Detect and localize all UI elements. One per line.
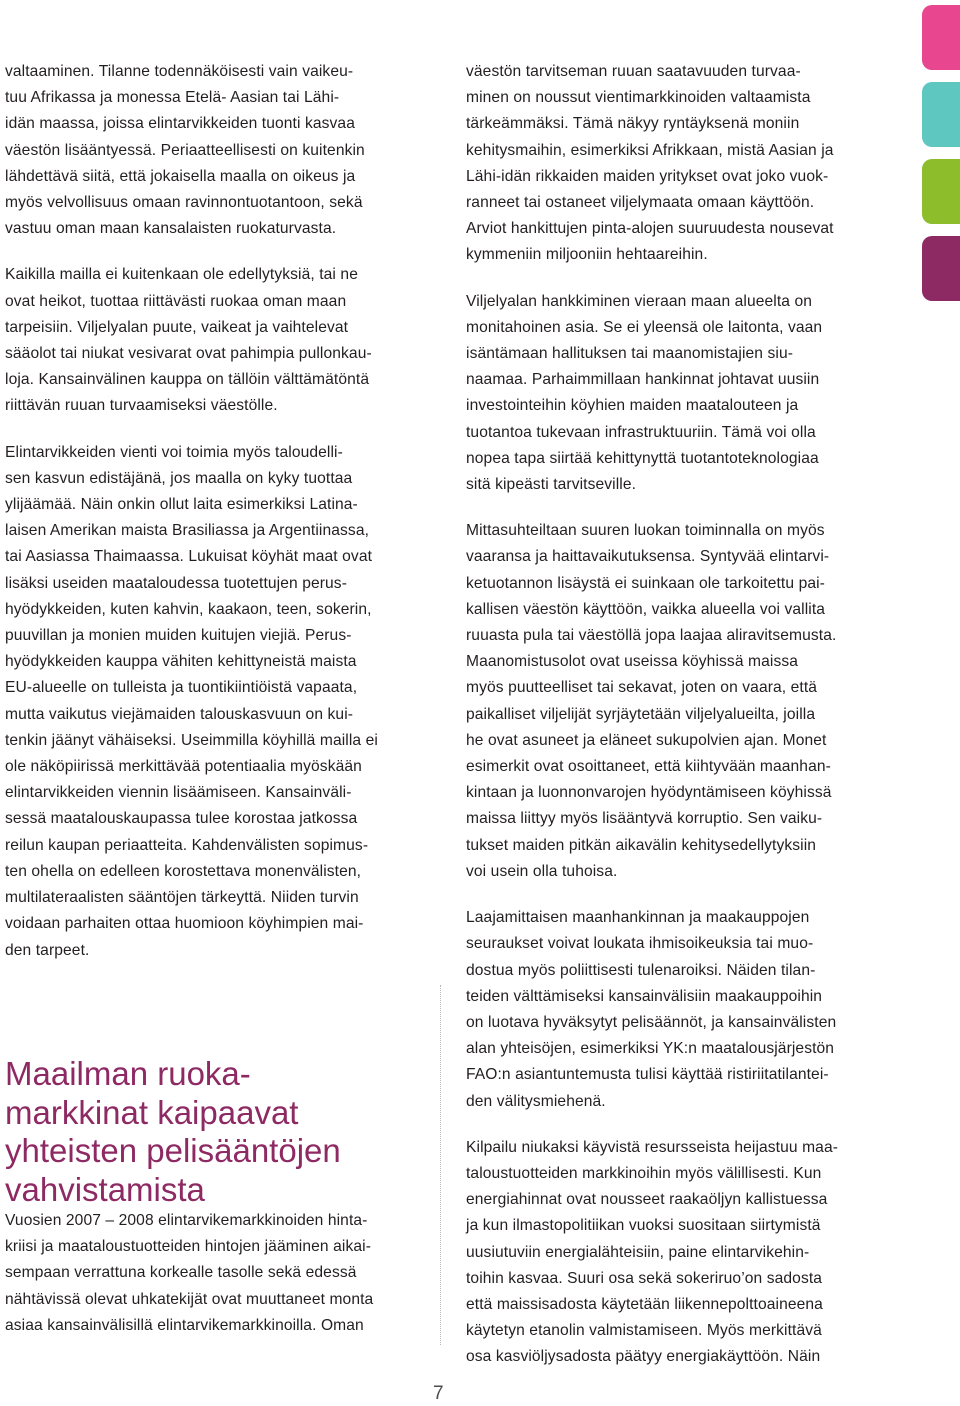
text-line: hyödykkeiden, kuten kahvin, kaakaon, teen, sokerin, bbox=[5, 600, 372, 618]
text-line: maissa liittyy myös lisääntyvä korruptio. Sen vaiku- bbox=[466, 810, 823, 828]
left-column bbox=[5, 59, 425, 984]
text-line: tukset maiden pitkän aikavälin kehitysedellytyksiin bbox=[466, 836, 817, 854]
text-line: naamaa. Parhaimmillaan hankinnat johtavat uusiin bbox=[466, 371, 820, 389]
text-line: Maailman ruoka- bbox=[5, 1055, 251, 1093]
text-line: kallisen väestön käyttöön, vaikka alueella voi vallita bbox=[466, 600, 826, 618]
text-line: väestön tarvitseman ruuan saatavuuden turvaa- bbox=[466, 63, 801, 80]
text-line: tai Aasiassa Thaimaassa. Lukuisat köyhät maat ovat bbox=[5, 548, 373, 566]
text-line: tuu Afrikassa ja monessa Etelä- Aasian tai Lähi- bbox=[5, 89, 340, 107]
text-line: energiahinnat ovat nousseet raakaöljyn kallistuessa bbox=[466, 1191, 828, 1209]
text-line: FAO:n asiantuntemusta tulisi käyttää ristiriitatilantei- bbox=[466, 1066, 829, 1084]
page-number: 7 bbox=[433, 1383, 444, 1404]
text-line: Kilpailu niukaksi käyvistä resursseista heijastuu maa- bbox=[466, 1138, 839, 1156]
text-line: den välitysmiehenä. bbox=[466, 1092, 606, 1110]
text-line: vastuu oman maan kansalaisten ruokaturvasta. bbox=[5, 220, 337, 238]
paragraph bbox=[466, 905, 886, 1115]
text-line: ruuasta pula tai väestöllä jopa laajaa aliravitsemusta. bbox=[466, 627, 837, 645]
paragraph bbox=[466, 518, 886, 885]
text-line: seuraukset voivat loukata ihmisoikeuksia tai muo- bbox=[466, 935, 814, 953]
text-line: toihin kasvaa. Suuri osa sekä sokeriruo’on sadosta bbox=[466, 1269, 823, 1287]
text-line: kintaan ja luonnonvarojen hyödyntämiseen köyhissä bbox=[466, 784, 832, 802]
text-line: lisäksi useiden maataloudessa tuotettujen perus- bbox=[5, 574, 347, 592]
text-line: esimerkit ovat osoittaneet, että kiihtyvään maanhan- bbox=[466, 758, 831, 776]
text-line: he ovat asuneet ja eläneet sukupolvien ajan. Monet bbox=[466, 731, 827, 749]
text-line: alan yhteisöjen, esimerkiksi YK:n maatalousjärjestön bbox=[466, 1040, 835, 1058]
text-line: kehitysmaihin, esimerkiksi Afrikkaan, mistä Aasian ja bbox=[466, 141, 834, 159]
paragraph bbox=[5, 262, 425, 419]
text-line: Mittasuhteiltaan suuren luokan toiminnalla on myös bbox=[466, 522, 825, 540]
text-line: paikalliset viljelijät syrjäytetään viljelyalueilta, joilla bbox=[466, 705, 816, 723]
text-line: myös velvollisuus omaan ravinnontuotantoon, sekä bbox=[5, 194, 363, 212]
text-line: asiaa kansainvälisillä elintarvikemarkkinoilla. Oman bbox=[5, 1316, 364, 1334]
text-line: EU-alueelle on tulleista ja tuontikiintiöistä vapaata, bbox=[5, 679, 358, 697]
text-line: tuotantoa tukevaan infrastruktuuriin. Tämä voi olla bbox=[466, 423, 816, 441]
text-line: väestön lisääntyessä. Periaatteellisesti on kuitenkin bbox=[5, 141, 365, 159]
text-line: reilun kaupan periaatteita. Kahdenvälisten sopimus- bbox=[5, 836, 369, 854]
text-line: monitahoinen asia. Se ei yleensä ole laitonta, vaan bbox=[466, 318, 823, 336]
text-line: että maissisadosta käytetään liikennepolttoaineena bbox=[466, 1295, 823, 1313]
text-line: tärkeämmäksi. Tämä näkyy ryntäyksenä moniin bbox=[466, 115, 800, 133]
paragraph bbox=[466, 1135, 886, 1371]
text-line: uusiutuviin energialähteisiin, paine elintarvikehin- bbox=[466, 1243, 810, 1261]
text-line: idän maassa, joissa elintarvikkeiden tuonti kasvaa bbox=[5, 115, 355, 133]
text-line: ten ohella on edelleen korostettava monenvälisten, bbox=[5, 862, 362, 880]
text-line: valtaaminen. Tilanne todennäköisesti vain vaikeu- bbox=[5, 63, 354, 80]
text-line: ylijäämää. Näin onkin ollut laita esimerkiksi Latina- bbox=[5, 496, 358, 514]
text-line: vahvistamista bbox=[5, 1170, 205, 1208]
text-line: riittävän ruuan turvaamiseksi väestölle. bbox=[5, 397, 278, 415]
text-line: on luotava hyväksytyt pelisäännöt, ja kansainvälisten bbox=[466, 1013, 837, 1031]
text-line: voi usein olla tuhoisa. bbox=[466, 862, 618, 880]
text-line: yhteisten pelisääntöjen bbox=[5, 1132, 341, 1170]
text-line: vaaransa ja haittavaikutuksensa. Syntyvää elintarvi- bbox=[466, 548, 830, 566]
text-line: minen on noussut vientimarkkinoiden valtaamista bbox=[466, 89, 811, 107]
side-tab-green bbox=[922, 159, 960, 224]
text-line: multilateraalisten sääntöjen tärkeyttä. Niiden turvin bbox=[5, 889, 359, 907]
text-line: isäntämaan hallituksen tai maanomistajien siu- bbox=[466, 345, 794, 363]
text-line: nopea tapa siirtää kehittynyttä tuotantoteknologiaa bbox=[466, 449, 819, 467]
text-line: sääolot tai niukat vesivarat ovat pahimpia pullonkau- bbox=[5, 345, 372, 363]
text-line: Arviot hankittujen pinta-alojen suuruudesta nousevat bbox=[466, 220, 834, 238]
column-divider bbox=[440, 985, 441, 1345]
text-line: tenkin jäänyt vähäiseksi. Useimmilla köyhillä mailla ei bbox=[5, 731, 378, 749]
text-line: sempaan verrattuna korkealle tasolle sekä edessä bbox=[5, 1264, 357, 1282]
text-line: Lähi-idän rikkaiden maiden yritykset ovat joko vuok- bbox=[466, 167, 829, 185]
paragraph bbox=[5, 59, 425, 242]
text-line: dostua myös poliittisesti tulenaroiksi. Näiden tilan- bbox=[466, 961, 816, 979]
text-line: loja. Kansainvälinen kauppa on tällöin välttämätöntä bbox=[5, 371, 370, 389]
text-line: tarpeisiin. Viljelyalan puute, vaikeat ja vaihtelevat bbox=[5, 318, 349, 336]
text-line: osa kasviöljysadosta päätyy energiakäyttöön. Näin bbox=[466, 1348, 821, 1366]
text-line: kymmeniin miljooniin hehtaareihin. bbox=[466, 246, 708, 264]
text-line: markkinat kaipaavat bbox=[5, 1093, 299, 1131]
text-line: puuvillan ja monien muiden kuitujen viejiä. Perus- bbox=[5, 627, 352, 645]
text-line: sen kasvun edistäjänä, jos maalla on kyky tuottaa bbox=[5, 469, 353, 487]
left-column-intro bbox=[5, 1208, 425, 1339]
text-line: ranneet tai ostaneet viljelymaata omaan käyttöön. bbox=[466, 194, 815, 212]
section-heading bbox=[5, 1055, 425, 1209]
text-line: myös puutteelliset tai sekavat, joten on vaara, että bbox=[466, 679, 818, 697]
text-line: Kaikilla mailla ei kuitenkaan ole edellytyksiä, tai ne bbox=[5, 266, 358, 284]
text-line: investointeihin köyhien maiden maatalouteen ja bbox=[466, 397, 799, 415]
text-line: voidaan parhaiten ottaa huomioon köyhimpien mai- bbox=[5, 915, 364, 933]
text-line: Maanomistusolot ovat useissa köyhissä maissa bbox=[466, 653, 799, 671]
text-line: Laajamittaisen maanhankinnan ja maakauppojen bbox=[466, 909, 810, 927]
side-tab-purple bbox=[922, 236, 960, 301]
text-line: ole näköpiirissä merkittävää potentiaalia myöskään bbox=[5, 758, 362, 776]
text-line: nähtävissä olevat uhkatekijät ovat muuttaneet monta bbox=[5, 1290, 374, 1308]
paragraph bbox=[5, 440, 425, 964]
text-line: elintarvikkeiden viennin lisäämiseen. Kansainväli- bbox=[5, 784, 352, 802]
text-line: den tarpeet. bbox=[5, 941, 90, 959]
text-line: hyödykkeiden kauppa vähiten kehittyneistä maista bbox=[5, 653, 357, 671]
side-tab-pink bbox=[922, 5, 960, 70]
text-line: teiden välttämiseksi kansainvälisiin maakauppoihin bbox=[466, 987, 823, 1005]
text-line: ja kun ilmastopolitiikan vuoksi suositaan siirtymistä bbox=[466, 1217, 821, 1235]
side-tab-teal bbox=[922, 82, 960, 147]
text-line: mutta vaikutus viejämaiden talouskasvuun on kui- bbox=[5, 705, 354, 723]
text-line: Vuosien 2007 – 2008 elintarvikemarkkinoiden hinta- bbox=[5, 1212, 368, 1229]
paragraph bbox=[466, 289, 886, 499]
text-line: taloustuotteiden markkinoihin myös välillisesti. Kun bbox=[466, 1164, 822, 1182]
text-line: sessä maatalouskaupassa tulee korostaa jatkossa bbox=[5, 810, 358, 828]
text-line: sitä kipeästi tarvitseville. bbox=[466, 476, 637, 494]
text-line: ketuotannon lisäystä ei suinkaan ole tarkoitettu pai- bbox=[466, 574, 825, 592]
text-line: lähdettävä siitä, että jokaisella maalla on oikeus ja bbox=[5, 167, 356, 185]
text-line: käytetyn etanolin valmistamiseen. Myös merkittävä bbox=[466, 1322, 822, 1340]
text-line: Viljelyalan hankkiminen vieraan maan alueelta on bbox=[466, 292, 813, 310]
text-line: Elintarvikkeiden vienti voi toimia myös taloudelli- bbox=[5, 443, 343, 461]
text-line: kriisi ja maataloustuotteiden hintojen jääminen aikai- bbox=[5, 1238, 371, 1256]
text-line: laisen Amerikan maista Brasiliassa ja Argentiinassa, bbox=[5, 522, 370, 540]
right-column bbox=[466, 59, 886, 1391]
paragraph bbox=[466, 59, 886, 269]
text-line: ovat heikot, tuottaa riittävästi ruokaa oman maan bbox=[5, 292, 347, 310]
